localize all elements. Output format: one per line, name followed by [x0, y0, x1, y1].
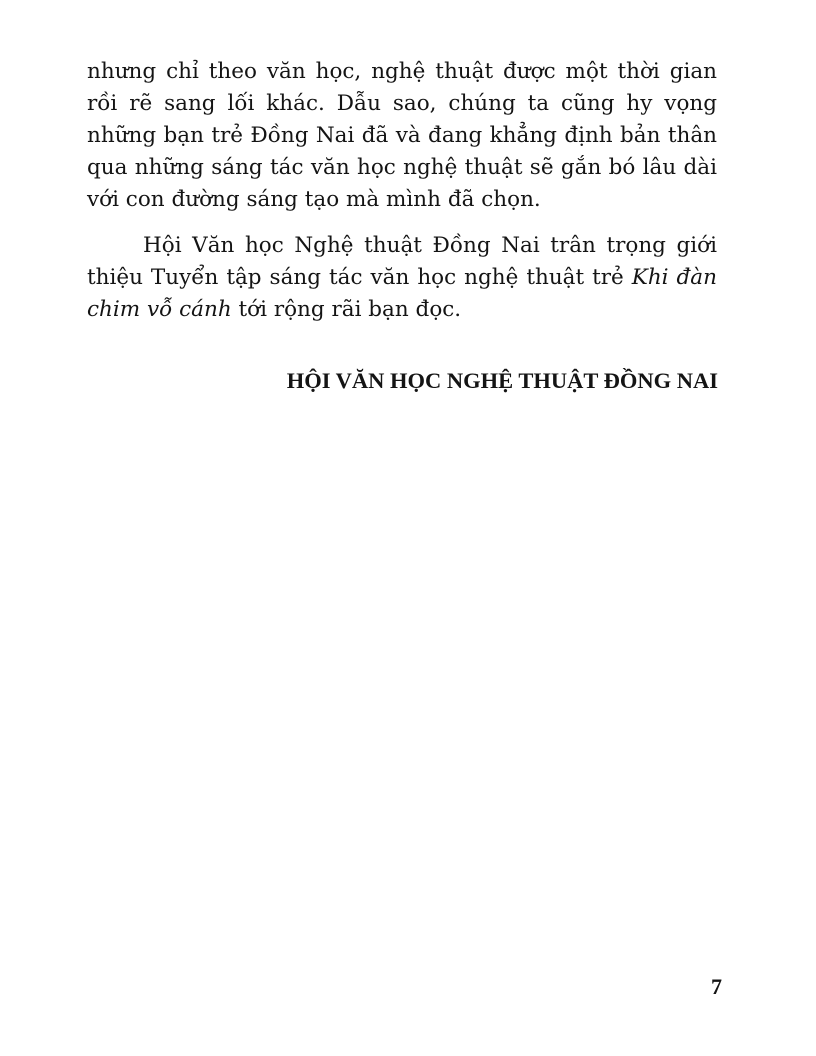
paragraph-1-line-3: những bạn trẻ Đồng Nai đã và đang khẳng định bản thân — [87, 123, 717, 148]
paragraph-2-line-2-text: thiệu Tuyển tập sáng tác văn học nghệ thuật trẻ — [87, 265, 624, 290]
paragraph-1-line-5: với con đường sáng tạo mà mình đã chọn. — [87, 187, 541, 212]
paragraph-2-line-3 — [87, 294, 717, 326]
paragraph-2-line-3-text: tới rộng rãi bạn đọc. — [238, 297, 462, 322]
paragraph-1-line-1: nhưng chỉ theo văn học, nghệ thuật được một thời gian — [87, 59, 717, 84]
signature: HỘI VĂN HỌC NGHỆ THUẬT ĐỒNG NAI — [286, 368, 718, 393]
paragraph-2-line-1: Hội Văn học Nghệ thuật Đồng Nai trân trọng giới — [143, 233, 717, 258]
paragraph-1-line-4: qua những sáng tác văn học nghệ thuật sẽ gắn bó lâu dài — [87, 155, 717, 180]
paragraph-1-line-2: rồi rẽ sang lối khác. Dẫu sao, chúng ta cũng hy vọng — [87, 91, 717, 116]
book-title-part-1: Khi đàn — [631, 265, 717, 290]
book-title-part-2: chim vỗ cánh — [87, 297, 232, 322]
page-number: 7 — [711, 974, 722, 999]
paragraph-2-line-2 — [87, 262, 717, 294]
